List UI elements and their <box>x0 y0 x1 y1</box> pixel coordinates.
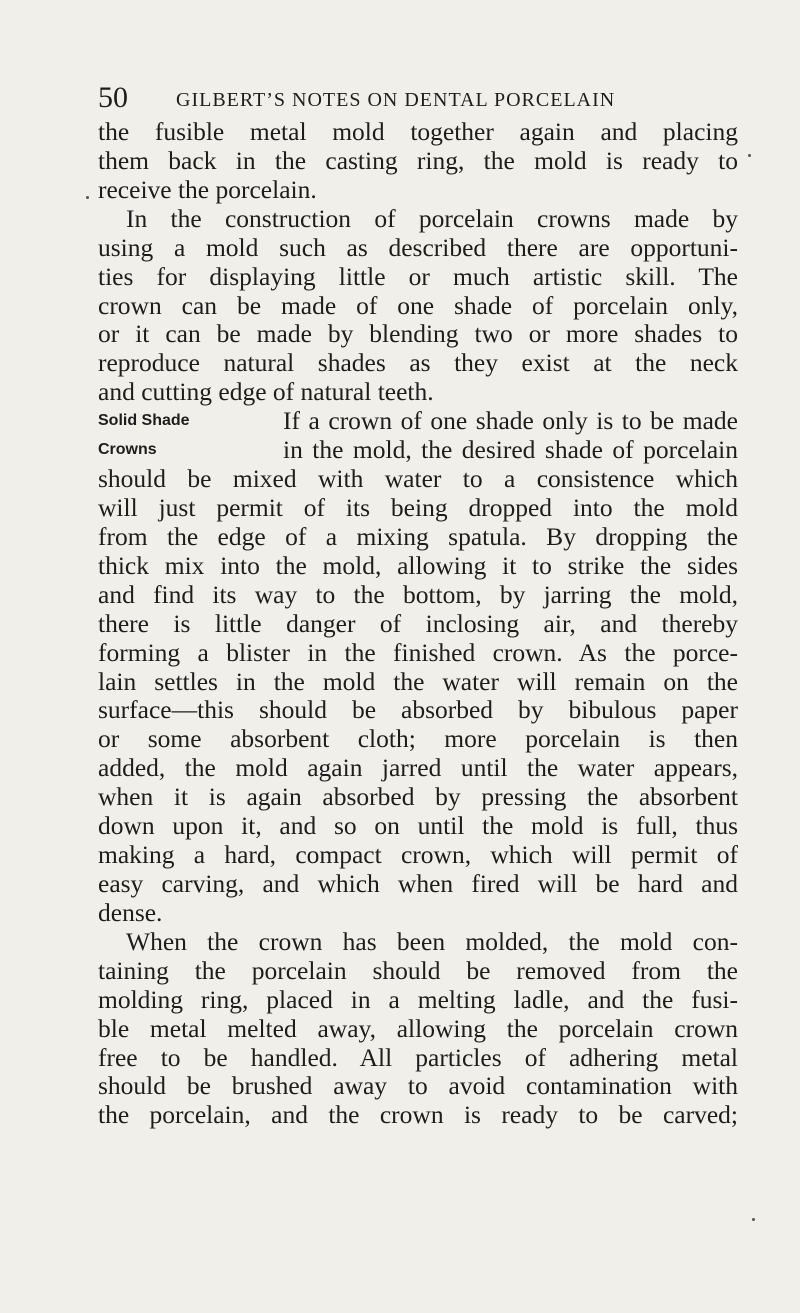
text-line: them back in the casting ring, the mold is ready to <box>98 146 738 175</box>
text-line: forming a blister in the finished crown. As the porce- <box>98 638 738 667</box>
sidenote-crowns: Crowns <box>98 441 157 459</box>
text-line: ble metal melted away, allowing the porcelain crown <box>98 1014 738 1043</box>
text-line: will just permit of its being dropped into the mold <box>98 493 738 522</box>
text-line: the porcelain, and the crown is ready to be carved; <box>98 1101 738 1130</box>
running-head-title: GILBERT’S NOTES ON DENTAL PORCELAIN <box>176 89 616 111</box>
page-speck <box>752 1218 755 1221</box>
text-line: easy carving, and which when fired will be hard and <box>98 869 738 898</box>
body-text <box>98 118 738 1130</box>
text-line: in the mold, the desired shade of porcelain <box>283 436 738 465</box>
text-line: In the construction of porcelain crowns made by <box>126 204 738 233</box>
text-line: surface—this should be absorbed by bibulous paper <box>98 696 738 725</box>
sidenote-solid-shade: Solid Shade <box>98 412 190 430</box>
text-line: molding ring, placed in a melting ladle, and the fusi- <box>98 985 738 1014</box>
text-line: crown can be made of one shade of porcelain only, <box>98 291 738 320</box>
text-line: or some absorbent cloth; more porcelain is then <box>98 725 738 754</box>
text-line: should be mixed with water to a consistence which <box>98 465 738 494</box>
text-line: down upon it, and so on until the mold is full, thus <box>98 812 738 841</box>
text-line: If a crown of one shade only is to be made <box>283 407 738 436</box>
text-line: thick mix into the mold, allowing it to strike the sides <box>98 551 738 580</box>
text-line: from the edge of a mixing spatula. By dropping the <box>98 522 738 551</box>
text-line: taining the porcelain should be removed from the <box>98 956 738 985</box>
text-line: dense. <box>98 898 163 927</box>
text-line: free to be handled. All particles of adhering metal <box>98 1043 738 1072</box>
text-line: using a mold such as described there are opportuni- <box>98 233 738 262</box>
text-line-with-sidenote <box>98 436 738 465</box>
text-line: making a hard, compact crown, which will permit of <box>98 841 738 870</box>
text-line: and cutting edge of natural teeth. <box>98 378 434 407</box>
text-line: the fusible metal mold together again and placing <box>98 118 738 146</box>
text-line: reproduce natural shades as they exist at the neck <box>98 349 738 378</box>
text-line: added, the mold again jarred until the water appears, <box>98 754 738 783</box>
text-line: and find its way to the bottom, by jarring the mold, <box>98 580 738 609</box>
text-line: When the crown has been molded, the mold con- <box>126 927 738 956</box>
text-line: lain settles in the mold the water will remain on the <box>98 667 738 696</box>
text-line: receive the porcelain. <box>98 175 317 204</box>
text-line: or it can be made by blending two or more shades to <box>98 320 738 349</box>
text-line: ties for displaying little or much artistic skill. The <box>98 262 738 291</box>
text-line: when it is again absorbed by pressing the absorbent <box>98 783 738 812</box>
text-line: should be brushed away to avoid contamination with <box>98 1072 738 1101</box>
text-line-with-sidenote <box>98 407 738 436</box>
text-line: there is little danger of inclosing air, and thereby <box>98 609 738 638</box>
running-head <box>98 78 698 118</box>
page-speck <box>748 154 751 157</box>
page-speck <box>86 196 89 199</box>
page-number: 50 <box>98 81 128 114</box>
